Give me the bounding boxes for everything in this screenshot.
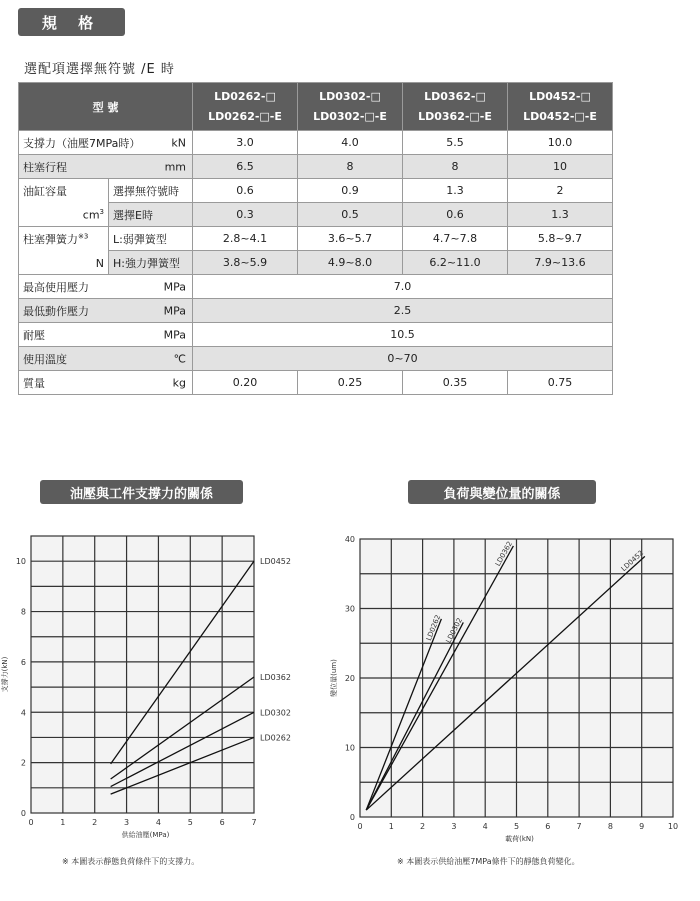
- table-cell: 0.3: [193, 203, 298, 227]
- table-cell: 8: [298, 155, 403, 179]
- table-cell: 10: [508, 155, 613, 179]
- spec-table: [18, 82, 613, 395]
- table-cell: 2.5: [193, 299, 613, 323]
- row-sublabel: L:弱彈簧型: [109, 227, 193, 251]
- series-label: LD0262: [424, 613, 443, 642]
- table-cell: 6.5: [193, 155, 298, 179]
- chart-2-note: ※ 本圖表示供給油壓7MPa條件下的靜態負荷變化。: [397, 857, 580, 866]
- table-cell: 5.5: [403, 131, 508, 155]
- table-row-oil-1: [19, 179, 613, 203]
- table-cell: 0.6: [193, 179, 298, 203]
- model-header-label: 型 號: [19, 83, 193, 131]
- y-tick-label: 8: [20, 607, 26, 617]
- table-row-min-pressure: [19, 299, 613, 323]
- row-label: 質量 kg: [19, 371, 193, 395]
- x-tick-label: 3: [124, 818, 130, 827]
- y-tick-label: 6: [20, 657, 26, 667]
- table-header-row: [19, 83, 613, 131]
- row-label: 柱塞彈簧力$^{※3}$ N: [19, 227, 109, 275]
- series-label: LD0362: [260, 673, 291, 683]
- model-header: LD0452-□ LD0452-□-E: [508, 83, 613, 131]
- section-title: 規 格: [18, 8, 125, 36]
- y-axis-label: 變位量(um): [330, 659, 338, 697]
- table-cell: 0.20: [193, 371, 298, 395]
- table-cell: 10.0: [508, 131, 613, 155]
- y-axis-label: 支撐力(kN): [1, 656, 9, 693]
- x-tick-label: 1: [388, 822, 394, 831]
- model-header: LD0262-□ LD0262-□-E: [193, 83, 298, 131]
- table-cell: 7.0: [193, 275, 613, 299]
- row-label: 耐壓 MPa: [19, 323, 193, 347]
- table-row-support: [19, 131, 613, 155]
- table-cell: 4.7~7.8: [403, 227, 508, 251]
- x-tick-label: 6: [219, 818, 225, 827]
- series-label: LD0452: [260, 557, 291, 567]
- x-tick-label: 2: [420, 822, 426, 831]
- table-cell: 4.9~8.0: [298, 251, 403, 275]
- chart-support-force: [0, 520, 330, 850]
- table-cell: 3.8~5.9: [193, 251, 298, 275]
- x-tick-label: 4: [155, 818, 161, 827]
- x-axis-label: 供給油壓(MPa): [121, 831, 170, 839]
- table-cell: 1.3: [403, 179, 508, 203]
- table-row-temp: [19, 347, 613, 371]
- y-tick-label: 10: [344, 743, 355, 753]
- row-label: 最低動作壓力 MPa: [19, 299, 193, 323]
- y-tick-label: 40: [344, 535, 355, 544]
- table-cell: 0.5: [298, 203, 403, 227]
- x-tick-label: 0: [357, 822, 363, 831]
- row-sublabel: H:強力彈簧型: [109, 251, 193, 275]
- chart-1-note: ※ 本圖表示靜態負荷條件下的支撐力。: [62, 857, 200, 866]
- y-tick-label: 30: [344, 604, 355, 614]
- table-cell: 1.3: [508, 203, 613, 227]
- table-cell: 0.6: [403, 203, 508, 227]
- table-cell: 4.0: [298, 131, 403, 155]
- y-tick-label: 20: [344, 674, 355, 683]
- x-tick-label: 2: [92, 818, 98, 827]
- table-cell: 0.9: [298, 179, 403, 203]
- table-row-spring-1: [19, 227, 613, 251]
- table-cell: 2: [508, 179, 613, 203]
- table-cell: 6.2~11.0: [403, 251, 508, 275]
- x-tick-label: 3: [451, 822, 457, 831]
- series-label: LD0302: [444, 616, 465, 645]
- x-tick-label: 4: [482, 822, 488, 831]
- x-tick-label: 9: [639, 822, 645, 831]
- x-tick-label: 5: [187, 818, 193, 827]
- x-tick-label: 0: [28, 818, 34, 827]
- subtitle: 選配項選擇無符號 /E 時: [24, 62, 175, 77]
- x-tick-label: 7: [576, 822, 582, 831]
- x-tick-label: 5: [513, 822, 520, 831]
- table-cell: 7.9~13.6: [508, 251, 613, 275]
- row-label: 使用溫度 ℃: [19, 347, 193, 371]
- row-sublabel: 選擇無符號時: [109, 179, 193, 203]
- table-row-max-pressure: [19, 275, 613, 299]
- series-label: LD0302: [260, 708, 291, 718]
- series-label: LD0452: [619, 548, 646, 574]
- table-cell: 8: [403, 155, 508, 179]
- y-tick-label: 10: [15, 557, 26, 567]
- row-sublabel: 選擇E時: [109, 203, 193, 227]
- table-cell: 0.25: [298, 371, 403, 395]
- x-tick-label: 10: [667, 822, 679, 831]
- row-label: 最高使用壓力 MPa: [19, 275, 193, 299]
- x-tick-label: 7: [251, 818, 257, 827]
- plot-area: [31, 536, 254, 813]
- row-label: 油缸容量 $cm^3$: [19, 179, 109, 227]
- y-tick-label: 2: [20, 758, 26, 768]
- chart-load-displacement: [330, 520, 690, 850]
- row-label: 柱塞行程 mm: [19, 155, 193, 179]
- table-row-mass: [19, 371, 613, 395]
- x-tick-label: 8: [607, 822, 613, 831]
- series-label: LD0262: [260, 733, 291, 743]
- table-cell: 3.0: [193, 131, 298, 155]
- table-row-proof: [19, 323, 613, 347]
- table-cell: 0~70: [193, 347, 613, 371]
- table-cell: 5.8~9.7: [508, 227, 613, 251]
- table-cell: 2.8~4.1: [193, 227, 298, 251]
- table-row-stroke: [19, 155, 613, 179]
- y-tick-label: 0: [20, 809, 26, 818]
- series-label: LD0362: [493, 540, 515, 568]
- table-cell: 10.5: [193, 323, 613, 347]
- table-cell: 0.75: [508, 371, 613, 395]
- table-cell: 3.6~5.7: [298, 227, 403, 251]
- x-tick-label: 6: [545, 822, 551, 831]
- x-axis-label: 載荷(kN): [505, 835, 534, 843]
- chart-2-title: 負荷與變位量的關係: [408, 480, 596, 504]
- row-label: 支撐力（油壓7MPa時） kN: [19, 131, 193, 155]
- y-tick-label: 0: [349, 813, 355, 822]
- table-cell: 0.35: [403, 371, 508, 395]
- model-header: LD0302-□ LD0302-□-E: [298, 83, 403, 131]
- y-tick-label: 4: [20, 708, 26, 718]
- chart-1-title: 油壓與工件支撐力的關係: [40, 480, 243, 504]
- model-header: LD0362-□ LD0362-□-E: [403, 83, 508, 131]
- x-tick-label: 1: [60, 818, 66, 827]
